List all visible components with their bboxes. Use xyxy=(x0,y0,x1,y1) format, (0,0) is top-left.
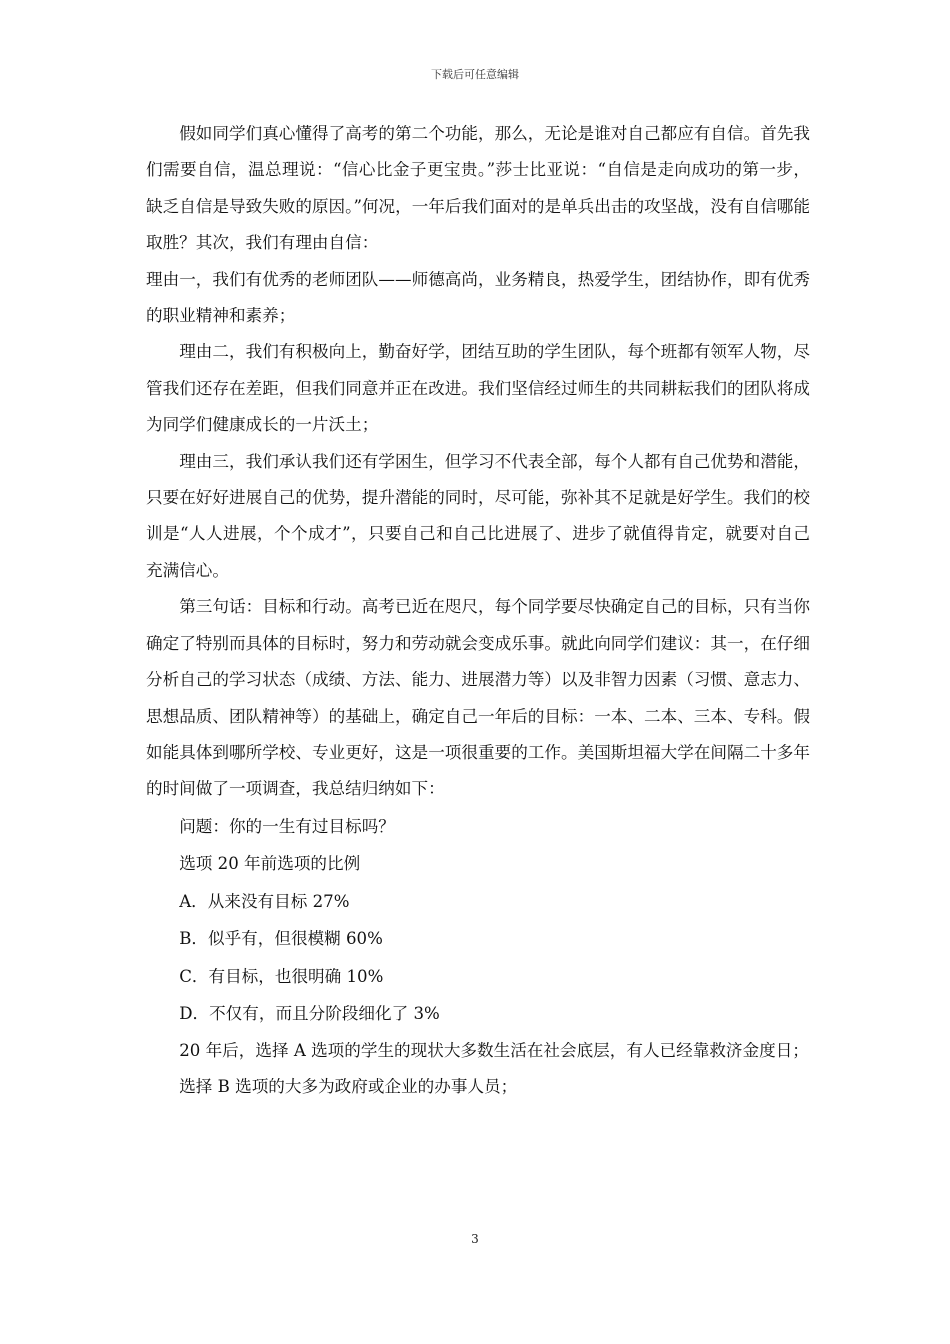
paragraph-reason-two: 理由二，我们有积极向上，勤奋好学，团结互助的学生团队，每个班都有领军人物，尽管我们还存在差距，但我们同意并正在改进。我们坚信经过师生的共同耕耘我们的团队将成为同学们健康成长的一片沃土； xyxy=(146,342,810,435)
document-body xyxy=(146,116,810,1106)
paragraph-reason-one: 理由一，我们有优秀的老师团队——师德高尚，业务精良，热爱学生，团结协作，即有优秀的职业精神和素养； xyxy=(146,269,810,326)
survey-header: 选项 20 年前选项的比例 xyxy=(179,854,361,874)
survey-option-c: C．有目标，也很明确 10% xyxy=(179,966,384,986)
paragraph-confidence: 假如同学们真心懂得了高考的第二个功能，那么，无论是谁对自己都应有自信。首先我们需要自信，温总理说：“信心比金子更宝贵。”莎士比亚说：“自信是走向成功的第一步，缺乏自信是导致失败的原因。”何况，一年后我们面对的是单兵出击的攻坚战，没有自信哪能取胜？其次，我们有理由自信： xyxy=(146,124,810,253)
survey-option-b: B．似乎有，但很模糊 60% xyxy=(179,929,383,949)
paragraph-result-a: 20 年后，选择 A 选项的学生的现状大多数生活在社会底层，有人已经靠救济金度日； xyxy=(179,1040,809,1060)
page-header: 下载后可任意编辑 xyxy=(431,68,519,81)
paragraph-goals: 第三句话：目标和行动。高考已近在咫尺，每个同学要尽快确定自己的目标，只有当你确定了特别而具体的目标时，努力和劳动就会变成乐事。就此向同学们建议：其一，在仔细分析自己的学习状态（成绩、方法、能力、进展潜力等）以及非智力因素（习惯、意志力、思想品质、团队精神等）的基础上，确定自己一年后的目标：一本、二本、三本、专科。假如能具体到哪所学校、专业更好，这是一项很重要的工作。美国斯坦福大学在间隔二十多年的时间做了一项调查，我总结归纳如下： xyxy=(146,597,810,799)
survey-option-a: A．从来没有目标 27% xyxy=(179,891,350,911)
paragraph-reason-three: 理由三，我们承认我们还有学困生，但学习不代表全部，每个人都有自己优势和潜能，只要在好好进展自己的优势，提升潜能的同时，尽可能，弥补其不足就是好学生。我们的校训是“人人进展，个个成才”，只要自己和自己比进展了、进步了就值得肯定，就要对自己充满信心。 xyxy=(146,451,810,580)
page-number: 3 xyxy=(471,1232,479,1246)
survey-question: 问题：你的一生有过目标吗？ xyxy=(179,816,395,836)
paragraph-result-b: 选择 B 选项的大多为政府或企业的办事人员； xyxy=(179,1077,518,1097)
survey-option-d: D．不仅有，而且分阶段细化了 3% xyxy=(179,1004,440,1024)
